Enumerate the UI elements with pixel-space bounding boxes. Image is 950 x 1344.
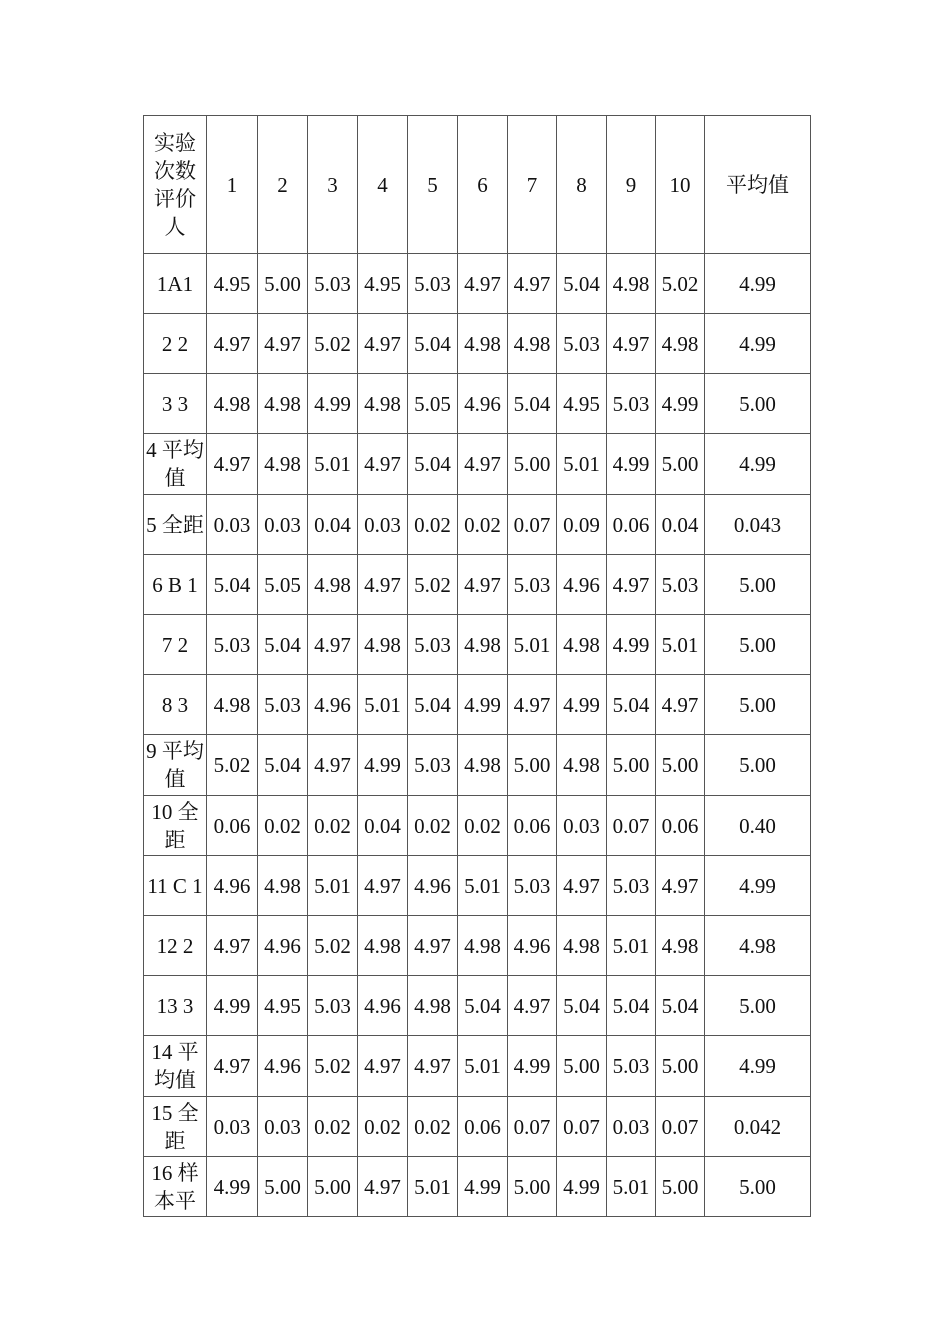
value-cell: 5.04 (508, 374, 557, 434)
value-cell: 0.06 (458, 1097, 508, 1157)
value-cell: 5.04 (607, 976, 656, 1036)
value-cell: 4.99 (508, 1036, 557, 1097)
value-cell: 5.02 (308, 916, 358, 976)
value-cell: 4.97 (557, 856, 607, 916)
value-cell: 5.03 (408, 615, 458, 675)
value-cell: 4.96 (358, 976, 408, 1036)
value-cell: 5.04 (207, 555, 258, 615)
table-row (144, 976, 811, 1036)
table-row (144, 374, 811, 434)
value-cell: 4.97 (358, 1157, 408, 1217)
value-cell: 5.01 (607, 1157, 656, 1217)
table-row (144, 615, 811, 675)
value-cell: 0.02 (358, 1097, 408, 1157)
value-cell: 5.00 (656, 1036, 705, 1097)
value-cell: 4.97 (207, 916, 258, 976)
value-cell: 4.96 (258, 916, 308, 976)
value-cell: 4.96 (207, 856, 258, 916)
value-cell: 4.98 (557, 735, 607, 796)
value-cell: 4.97 (508, 976, 557, 1036)
value-cell: 4.98 (207, 675, 258, 735)
value-cell: 4.96 (557, 555, 607, 615)
row-label: 2 2 (144, 314, 207, 374)
value-cell: 4.98 (508, 314, 557, 374)
header-col-3: 3 (308, 116, 358, 254)
value-cell: 5.03 (408, 254, 458, 314)
table-row (144, 434, 811, 495)
value-cell: 5.00 (508, 735, 557, 796)
value-cell: 4.98 (358, 916, 408, 976)
value-cell: 4.98 (258, 374, 308, 434)
value-cell: 4.98 (458, 735, 508, 796)
row-label: 3 3 (144, 374, 207, 434)
value-cell: 4.98 (458, 916, 508, 976)
value-cell: 0.06 (607, 495, 656, 555)
value-cell: 4.97 (207, 434, 258, 495)
data-table (143, 115, 811, 1217)
value-cell: 5.00 (308, 1157, 358, 1217)
value-cell: 4.97 (508, 675, 557, 735)
value-cell: 5.03 (308, 254, 358, 314)
value-cell: 5.01 (607, 916, 656, 976)
value-cell: 4.98 (656, 314, 705, 374)
value-cell: 4.97 (358, 856, 408, 916)
table-row (144, 916, 811, 976)
value-cell: 4.97 (458, 254, 508, 314)
value-cell: 5.03 (258, 675, 308, 735)
value-cell: 0.04 (308, 495, 358, 555)
value-cell: 5.00 (258, 254, 308, 314)
row-label: 5 全距 (144, 495, 207, 555)
row-label: 4 平均值 (144, 434, 207, 495)
value-cell: 5.01 (508, 615, 557, 675)
table-row (144, 1036, 811, 1097)
value-cell: 4.98 (557, 916, 607, 976)
average-cell: 4.99 (705, 254, 811, 314)
value-cell: 5.03 (607, 374, 656, 434)
average-cell: 0.043 (705, 495, 811, 555)
value-cell: 5.04 (408, 434, 458, 495)
average-cell: 4.99 (705, 1036, 811, 1097)
value-cell: 5.04 (458, 976, 508, 1036)
value-cell: 5.03 (508, 856, 557, 916)
value-cell: 0.02 (258, 796, 308, 856)
value-cell: 5.03 (508, 555, 557, 615)
value-cell: 5.03 (607, 1036, 656, 1097)
average-cell: 4.98 (705, 916, 811, 976)
row-label: 15 全距 (144, 1097, 207, 1157)
header-row (144, 116, 811, 254)
value-cell: 5.00 (656, 1157, 705, 1217)
row-label: 10 全距 (144, 796, 207, 856)
value-cell: 5.01 (308, 434, 358, 495)
value-cell: 4.97 (358, 314, 408, 374)
average-cell: 5.00 (705, 976, 811, 1036)
value-cell: 4.99 (607, 615, 656, 675)
value-cell: 5.01 (308, 856, 358, 916)
value-cell: 5.01 (458, 856, 508, 916)
value-cell: 0.06 (508, 796, 557, 856)
value-cell: 4.95 (207, 254, 258, 314)
row-label: 14 平均值 (144, 1036, 207, 1097)
value-cell: 4.99 (656, 374, 705, 434)
row-label: 8 3 (144, 675, 207, 735)
value-cell: 0.02 (408, 796, 458, 856)
value-cell: 4.97 (656, 675, 705, 735)
value-cell: 4.99 (207, 1157, 258, 1217)
value-cell: 5.00 (258, 1157, 308, 1217)
average-cell: 4.99 (705, 856, 811, 916)
table-row (144, 735, 811, 796)
value-cell: 4.99 (358, 735, 408, 796)
value-cell: 5.03 (308, 976, 358, 1036)
header-col-6: 6 (458, 116, 508, 254)
value-cell: 4.99 (458, 675, 508, 735)
value-cell: 4.98 (607, 254, 656, 314)
value-cell: 4.97 (308, 615, 358, 675)
value-cell: 5.01 (557, 434, 607, 495)
value-cell: 0.03 (557, 796, 607, 856)
row-label: 11 C 1 (144, 856, 207, 916)
value-cell: 0.09 (557, 495, 607, 555)
value-cell: 5.04 (258, 615, 308, 675)
value-cell: 4.97 (458, 434, 508, 495)
value-cell: 0.07 (508, 495, 557, 555)
value-cell: 4.98 (557, 615, 607, 675)
header-col-8: 8 (557, 116, 607, 254)
value-cell: 4.97 (207, 314, 258, 374)
value-cell: 0.07 (607, 796, 656, 856)
value-cell: 5.02 (308, 314, 358, 374)
value-cell: 5.00 (557, 1036, 607, 1097)
value-cell: 4.96 (458, 374, 508, 434)
table-row (144, 1097, 811, 1157)
value-cell: 4.98 (308, 555, 358, 615)
value-cell: 4.96 (308, 675, 358, 735)
value-cell: 4.95 (258, 976, 308, 1036)
row-label: 1A1 (144, 254, 207, 314)
value-cell: 0.02 (308, 796, 358, 856)
value-cell: 4.98 (458, 615, 508, 675)
value-cell: 5.03 (408, 735, 458, 796)
value-cell: 4.99 (207, 976, 258, 1036)
table-row (144, 796, 811, 856)
value-cell: 4.98 (258, 856, 308, 916)
value-cell: 4.99 (458, 1157, 508, 1217)
header-col-5: 5 (408, 116, 458, 254)
average-cell: 5.00 (705, 374, 811, 434)
table-row (144, 675, 811, 735)
row-label: 6 B 1 (144, 555, 207, 615)
value-cell: 4.97 (358, 555, 408, 615)
value-cell: 0.03 (607, 1097, 656, 1157)
value-cell: 5.04 (557, 254, 607, 314)
row-label: 12 2 (144, 916, 207, 976)
value-cell: 5.01 (358, 675, 408, 735)
value-cell: 4.96 (408, 856, 458, 916)
value-cell: 4.97 (258, 314, 308, 374)
value-cell: 5.01 (458, 1036, 508, 1097)
value-cell: 0.04 (656, 495, 705, 555)
value-cell: 5.05 (408, 374, 458, 434)
value-cell: 5.03 (607, 856, 656, 916)
table-row (144, 495, 811, 555)
value-cell: 0.03 (258, 495, 308, 555)
header-col-7: 7 (508, 116, 557, 254)
value-cell: 4.95 (358, 254, 408, 314)
header-col-4: 4 (358, 116, 408, 254)
value-cell: 5.04 (408, 314, 458, 374)
table-row (144, 254, 811, 314)
value-cell: 0.07 (508, 1097, 557, 1157)
value-cell: 5.04 (258, 735, 308, 796)
value-cell: 4.97 (656, 856, 705, 916)
row-label: 7 2 (144, 615, 207, 675)
header-corner-cell: 实验次数评价人 (144, 116, 207, 254)
value-cell: 4.98 (656, 916, 705, 976)
value-cell: 5.03 (656, 555, 705, 615)
value-cell: 5.05 (258, 555, 308, 615)
value-cell: 5.00 (508, 1157, 557, 1217)
value-cell: 4.97 (408, 916, 458, 976)
value-cell: 5.03 (207, 615, 258, 675)
value-cell: 0.06 (656, 796, 705, 856)
table-row (144, 1157, 811, 1217)
value-cell: 5.04 (408, 675, 458, 735)
row-label: 9 平均值 (144, 735, 207, 796)
value-cell: 4.99 (557, 675, 607, 735)
average-cell: 5.00 (705, 675, 811, 735)
value-cell: 5.02 (207, 735, 258, 796)
value-cell: 0.02 (458, 495, 508, 555)
header-col-average: 平均值 (705, 116, 811, 254)
value-cell: 5.00 (656, 434, 705, 495)
value-cell: 4.99 (557, 1157, 607, 1217)
average-cell: 0.042 (705, 1097, 811, 1157)
value-cell: 0.03 (358, 495, 408, 555)
average-cell: 4.99 (705, 434, 811, 495)
value-cell: 4.97 (308, 735, 358, 796)
value-cell: 5.03 (557, 314, 607, 374)
value-cell: 4.98 (408, 976, 458, 1036)
header-col-1: 1 (207, 116, 258, 254)
row-label: 16 样本平 (144, 1157, 207, 1217)
value-cell: 0.02 (408, 1097, 458, 1157)
header-col-9: 9 (607, 116, 656, 254)
value-cell: 5.02 (408, 555, 458, 615)
value-cell: 5.02 (308, 1036, 358, 1097)
value-cell: 5.04 (557, 976, 607, 1036)
value-cell: 5.04 (656, 976, 705, 1036)
value-cell: 0.07 (656, 1097, 705, 1157)
average-cell: 4.99 (705, 314, 811, 374)
value-cell: 5.01 (408, 1157, 458, 1217)
value-cell: 4.97 (358, 1036, 408, 1097)
average-cell: 5.00 (705, 735, 811, 796)
value-cell: 4.96 (258, 1036, 308, 1097)
value-cell: 4.98 (258, 434, 308, 495)
value-cell: 4.98 (458, 314, 508, 374)
value-cell: 5.04 (607, 675, 656, 735)
value-cell: 5.00 (607, 735, 656, 796)
value-cell: 4.97 (607, 314, 656, 374)
header-col-2: 2 (258, 116, 308, 254)
value-cell: 0.03 (207, 1097, 258, 1157)
value-cell: 4.98 (358, 615, 408, 675)
average-cell: 5.00 (705, 555, 811, 615)
value-cell: 5.02 (656, 254, 705, 314)
value-cell: 5.01 (656, 615, 705, 675)
value-cell: 4.97 (408, 1036, 458, 1097)
value-cell: 0.02 (408, 495, 458, 555)
average-cell: 5.00 (705, 615, 811, 675)
value-cell: 4.98 (358, 374, 408, 434)
value-cell: 0.03 (207, 495, 258, 555)
table-row (144, 314, 811, 374)
value-cell: 4.97 (458, 555, 508, 615)
value-cell: 4.96 (508, 916, 557, 976)
row-label: 13 3 (144, 976, 207, 1036)
value-cell: 4.97 (607, 555, 656, 615)
value-cell: 4.95 (557, 374, 607, 434)
value-cell: 4.99 (607, 434, 656, 495)
value-cell: 4.97 (508, 254, 557, 314)
average-cell: 5.00 (705, 1157, 811, 1217)
value-cell: 4.98 (207, 374, 258, 434)
value-cell: 0.04 (358, 796, 408, 856)
header-col-10: 10 (656, 116, 705, 254)
average-cell: 0.40 (705, 796, 811, 856)
value-cell: 0.03 (258, 1097, 308, 1157)
value-cell: 0.02 (458, 796, 508, 856)
table-row (144, 856, 811, 916)
value-cell: 4.97 (358, 434, 408, 495)
table-row (144, 555, 811, 615)
value-cell: 4.99 (308, 374, 358, 434)
value-cell: 5.00 (656, 735, 705, 796)
value-cell: 0.06 (207, 796, 258, 856)
value-cell: 5.00 (508, 434, 557, 495)
value-cell: 4.97 (207, 1036, 258, 1097)
value-cell: 0.07 (557, 1097, 607, 1157)
value-cell: 0.02 (308, 1097, 358, 1157)
